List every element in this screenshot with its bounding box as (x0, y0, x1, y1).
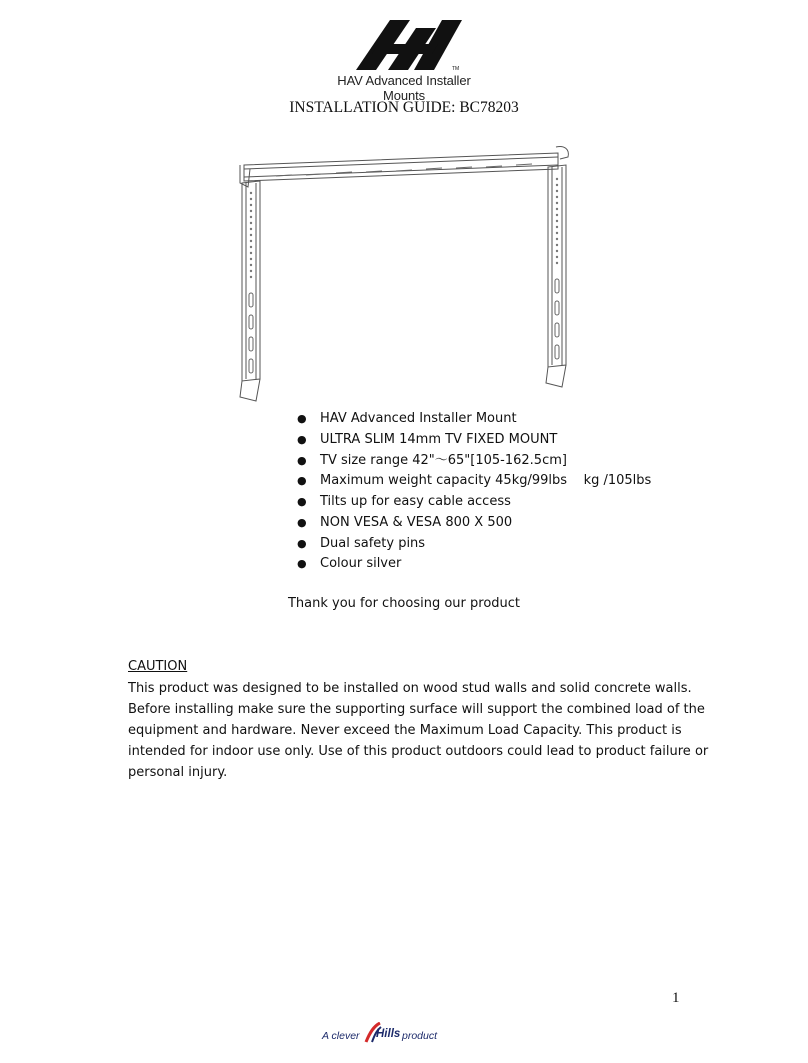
caution-line: This product was designed to be installed on wood stud walls and solid concrete walls. (128, 681, 692, 696)
page-title: INSTALLATION GUIDE: BC78203 (289, 99, 519, 116)
list-item: ● Tilts up for easy cable access (297, 494, 511, 509)
caution-body (128, 678, 709, 783)
caution-line: intended for indoor use only. Use of this product outdoors could lead to product failure or (128, 744, 709, 759)
svg-text:TM: TM (452, 66, 460, 72)
tv-wall-mount-illustration (236, 143, 572, 407)
thanks-text: Thank you for choosing our product (287, 596, 521, 611)
footer-suffix: product (402, 1030, 438, 1042)
footer-prefix: A clever (322, 1030, 360, 1042)
list-item: ● HAV Advanced Installer Mount (297, 411, 517, 426)
footer-logo (318, 1022, 448, 1050)
caution-heading: CAUTION (128, 659, 188, 674)
list-item: ● Maximum weight capacity 45kg/99lbs kg /105lbs (297, 473, 652, 489)
caution-line: equipment and hardware. Never exceed the Maximum Load Capacity. This product is (128, 723, 682, 738)
caution-line: personal injury. (128, 765, 228, 780)
page-number: 1 (672, 990, 680, 1006)
list-item: ● ULTRA SLIM 14mm TV FIXED MOUNT (297, 431, 558, 447)
list-item: ● TV size range 42"～65"[105-162.5cm] (297, 452, 567, 468)
list-item: ● NON VESA & VESA 800 X 500 (297, 514, 513, 530)
list-item: ● Colour silver (297, 556, 402, 572)
footer-brand: Hills (376, 1028, 401, 1040)
feature-list (296, 409, 651, 575)
list-item: ● Dual safety pins (297, 535, 426, 551)
caution-line: Before installing make sure the supporting surface will support the combined load of the (128, 702, 705, 717)
logo-text: HAV Advanced Installer Mounts (337, 73, 471, 103)
